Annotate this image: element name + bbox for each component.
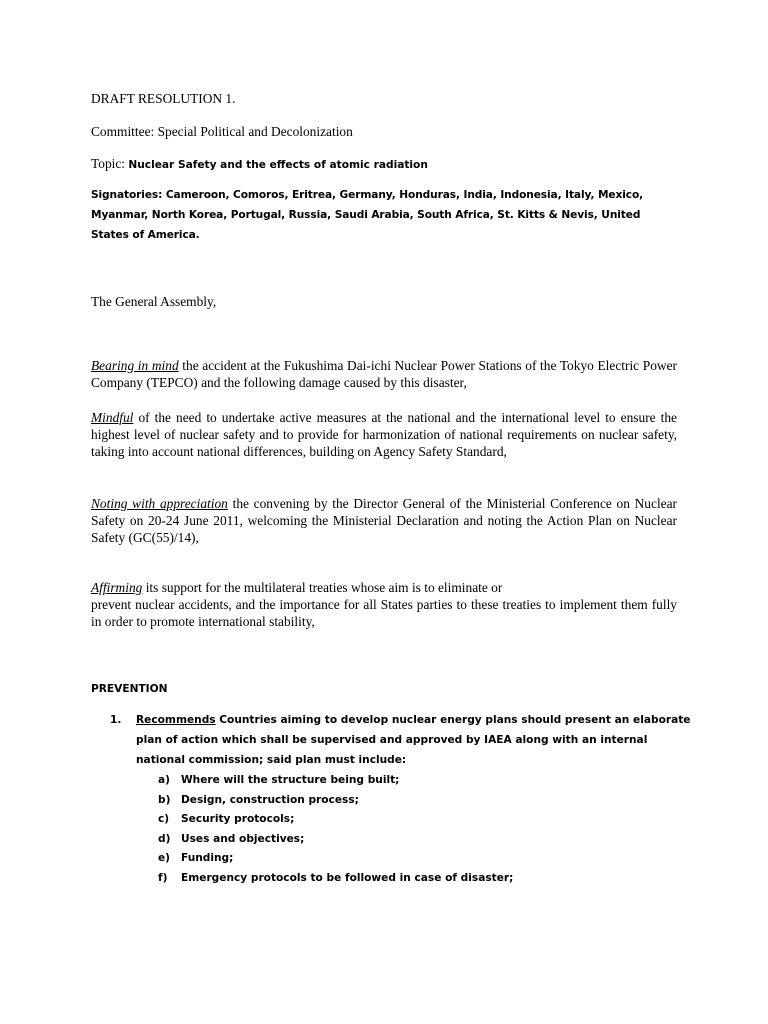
clause-text-continued: prevent nuclear accidents, and the importance for all States parties to these treaties to implement them fully in order to promote international stability,: [91, 597, 677, 629]
clause-lead: Recommends: [136, 714, 216, 726]
topic-line: [91, 155, 677, 174]
topic-value: Nuclear Safety and the effects of atomic radiation: [128, 159, 428, 171]
list-item: [158, 809, 678, 829]
committee-label: Committee:: [91, 124, 155, 139]
resolution-title: DRAFT RESOLUTION 1.: [91, 91, 236, 106]
list-item-text: Where will the structure being built;: [181, 774, 400, 786]
preambular-clause: [91, 409, 677, 460]
preambular-clause: [91, 357, 677, 391]
list-item-text: Security protocols;: [181, 813, 295, 825]
sub-item-list: [158, 770, 678, 887]
list-item-letter: a): [158, 774, 170, 786]
list-item: [158, 868, 678, 888]
clause-lead: Noting with appreciation: [91, 496, 228, 511]
signatories: Signatories: Cameroon, Comoros, Eritrea, Germany, Honduras, India, Indonesia, Italy, Mexico, Myanmar, North Korea, Portugal, Russia, Saudi Arabia, South Africa, St. Kitts & Nevis, United States of America.: [91, 189, 644, 241]
committee-value: Special Political and Decolonization: [157, 124, 353, 139]
clause-body: [136, 710, 698, 770]
clause-lead: Bearing in mind: [91, 358, 179, 373]
clause-first-line: [91, 579, 677, 596]
clause-text: the accident at the Fukushima Dai-ichi Nuclear Power Stations of the Tokyo Electric Power Company (TEPCO) and the following damage caused by this disaster,: [91, 358, 677, 390]
list-item-text: Design, construction process;: [181, 793, 359, 806]
clause-text: Countries aiming to develop nuclear energy plans should present an elaborate plan of action which shall be supervised and approved by IAEA along with an internal national commission; said plan must include:: [136, 714, 691, 766]
topic-label: Topic:: [91, 156, 126, 171]
list-item-letter: d): [158, 832, 171, 845]
clause-text: its support for the multilateral treaties whose aim is to eliminate or: [142, 580, 503, 595]
list-item-letter: e): [158, 852, 171, 864]
list-item-text: Funding;: [181, 852, 234, 864]
list-item-letter: f): [158, 871, 168, 884]
clause-text: of the need to undertake active measures at the national and the international level to ensure the highest level of nuclear safety and to provide for harmonization of national requirements on nuclear safety, taking into account national differences, building on Agency Safety Standard,: [91, 410, 677, 459]
list-item-text: Uses and objectives;: [181, 832, 305, 845]
list-item-letter: c): [158, 813, 170, 825]
list-item: [158, 829, 678, 849]
list-item: [158, 790, 678, 810]
preambular-clause: [91, 579, 677, 630]
clause-text: the convening by the Director General of the Ministerial Conference on Nuclear Safety on 20-24 June 2011, welcoming the Ministerial Declaration and noting the Action Plan on Nuclear Safety (GC(55)/14),: [91, 496, 678, 545]
clause-lead: Affirming: [91, 580, 143, 595]
clause-number: 1.: [110, 714, 122, 726]
general-assembly: The General Assembly,: [91, 294, 217, 309]
list-item-letter: b): [158, 793, 171, 806]
clause-lead: Mindful: [91, 410, 134, 425]
preambular-clause: [91, 495, 677, 546]
section-heading: PREVENTION: [91, 683, 168, 695]
list-item: [158, 770, 678, 790]
list-item-text: Emergency protocols to be followed in case of disaster;: [181, 871, 514, 884]
list-item: [158, 848, 678, 868]
committee-line: [91, 123, 677, 140]
